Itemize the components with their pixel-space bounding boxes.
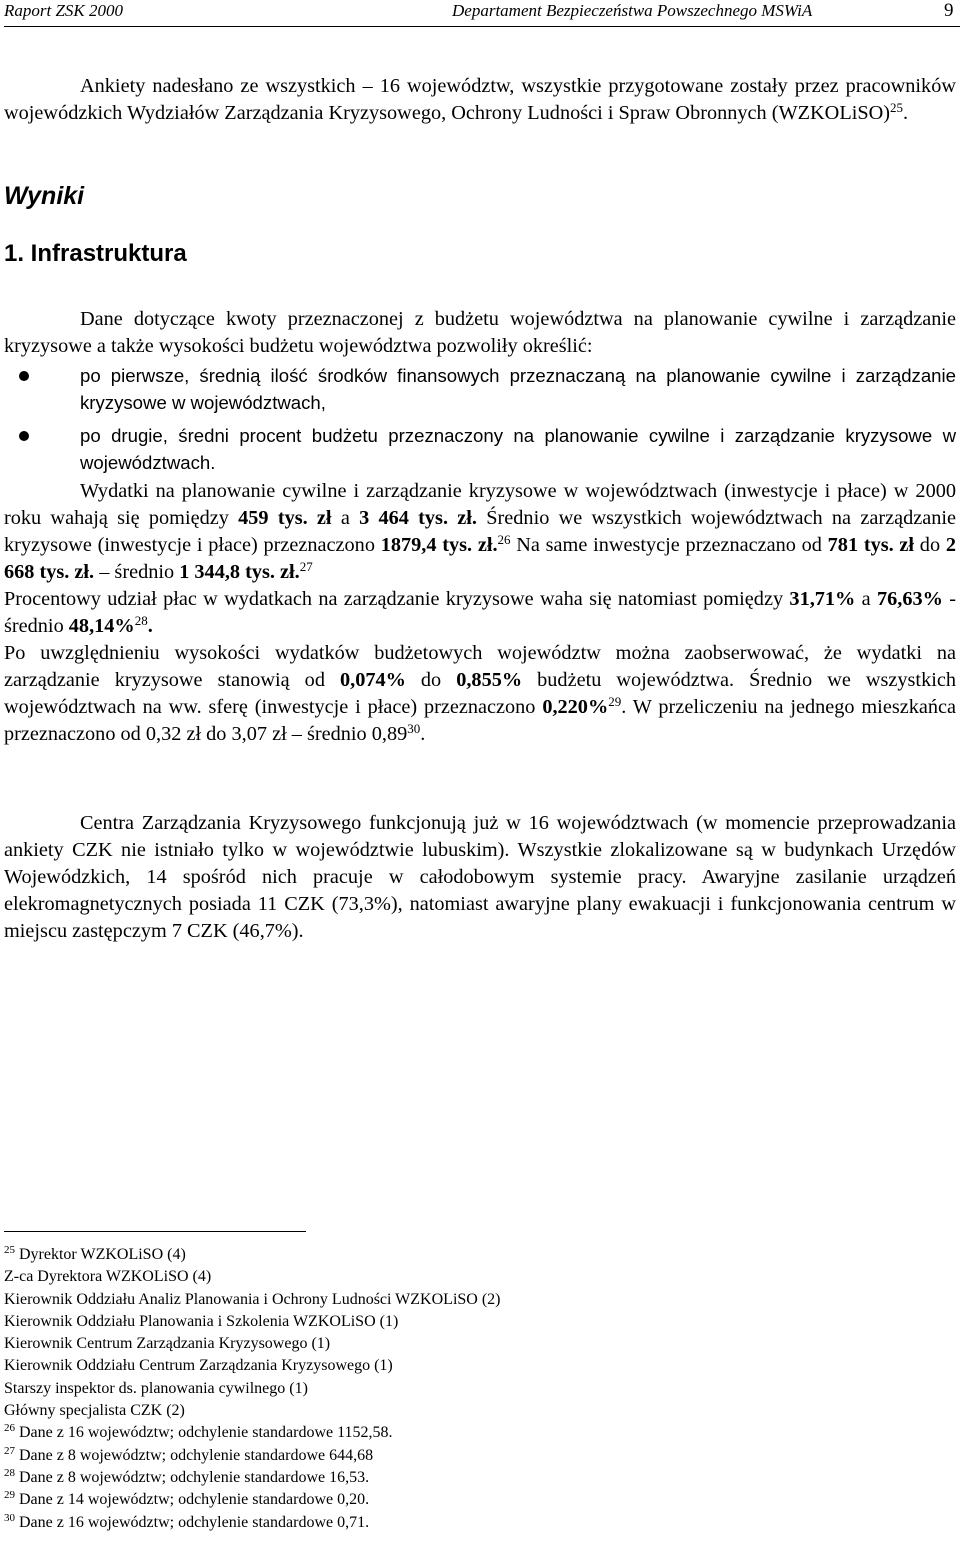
bold-value: 0,074% — [339, 669, 406, 691]
footnote-ref-29: 29 — [608, 694, 622, 709]
bold-value: 1 344,8 tys. zł. — [179, 561, 300, 583]
footnote-line: Dyrektor WZKOLiSO (4) — [19, 1246, 186, 1263]
paragraph-budget-intro — [4, 306, 956, 360]
bullet-list — [4, 362, 956, 482]
text-run: a — [855, 588, 877, 610]
footnote-26 — [4, 1422, 954, 1444]
footnote-28 — [4, 1467, 954, 1489]
bold-value: 2 668 tys. zł. — [4, 534, 956, 583]
footnote-27 — [4, 1445, 954, 1467]
intro-paragraph — [4, 73, 956, 127]
text-run: Średnio we wszystkich województwach na zarządzanie kryzysowe (inwestycje i płace) przeznaczono — [4, 507, 957, 556]
text-run: . — [147, 615, 153, 637]
footnote-text: Dane z 16 województw; odchylenie standardowe 0,71. — [19, 1513, 370, 1531]
bold-value: 0,220% — [542, 696, 609, 718]
text-run: do — [405, 669, 457, 691]
header-report-title: Raport ZSK 2000 — [4, 1, 124, 20]
header-rule — [4, 26, 960, 27]
list-item — [4, 422, 956, 476]
footnote-text: Dane z 14 województw; odchylenie standardowe 0,20. — [19, 1491, 370, 1509]
text-run: Po uwzględnieniu wysokości wydatków budżetowych województw można zaobserwować, że wydatki na zarządzanie kryzysowe stanowią od — [4, 642, 956, 691]
footnote-number: 30 — [4, 1511, 15, 1524]
footnote-ref-27: 27 — [299, 559, 313, 574]
bold-value: 48,14% — [68, 615, 135, 637]
bullet-text: po pierwsze, średnią ilość środków finansowych przeznaczaną na planowanie cywilne i zarządzanie kryzysowe w województwach, — [80, 365, 956, 413]
footnote-line: Starszy inspektor ds. planowania cywilnego (1) — [4, 1379, 308, 1397]
footnote-line: Kierownik Oddziału Centrum Zarządzania Kryzysowego (1) — [4, 1357, 393, 1375]
bold-value: 1879,4 tys. zł. — [380, 534, 498, 556]
header-department: Departament Bezpieczeństwa Powszechnego MSWiA — [452, 1, 813, 20]
footnote-ref-30: 30 — [407, 721, 421, 736]
section-heading-wyniki: Wyniki — [4, 182, 85, 210]
footnote-ref-28: 28 — [134, 613, 148, 628]
footnotes — [4, 1244, 954, 1534]
footnote-number: 25 — [4, 1244, 15, 1256]
text-run: budżetu województwa. Średnio we wszystkich województwach na ww. sferę (inwestycje i płace) przeznaczono — [4, 669, 956, 718]
bold-value: 459 tys. zł — [238, 507, 332, 529]
footnote-29 — [4, 1489, 954, 1511]
text-run: . — [420, 723, 426, 745]
footnote-line: Kierownik Oddziału Planowania i Szkolenia WZKOLiSO (1) — [4, 1312, 399, 1330]
footnote-ref-25: 25 — [890, 100, 904, 115]
text-run: - średnio — [4, 588, 956, 637]
text-run: Procentowy udział płac w wydatkach na zarządzanie kryzysowe waha się natomiast pomiędzy — [4, 588, 790, 610]
bold-value: 76,63% — [877, 588, 943, 610]
intro-end: . — [903, 102, 909, 124]
footnote-25 — [4, 1244, 954, 1266]
bold-value: 31,71% — [789, 588, 856, 610]
bold-value: 781 tys. zł — [827, 534, 915, 556]
bullet-dot-icon — [19, 371, 29, 381]
text-run: Wydatki na planowanie cywilne i zarządzanie kryzysowe w województwach (inwestycje i płace) w 2000 roku wahają się pomiędzy — [4, 480, 956, 529]
footnote-30 — [4, 1512, 954, 1534]
footnote-text: Dane z 16 województw; odchylenie standardowe 1152,58. — [19, 1424, 393, 1442]
bullet-text: po drugie, średni procent budżetu przeznaczony na planowanie cywilne i zarządzanie kryzysowe w województwach. — [80, 425, 956, 473]
paragraph-expenses — [4, 478, 956, 748]
footnote-number: 29 — [4, 1489, 15, 1502]
footnote-line: Kierownik Oddziału Analiz Planowania i Ochrony Ludności WZKOLiSO (2) — [4, 1290, 501, 1308]
list-item — [4, 362, 956, 416]
text-run: Na same inwestycje przeznaczano od — [510, 534, 828, 556]
footnote-text: Dane z 8 województw; odchylenie standardowe 644,68 — [19, 1446, 374, 1464]
footnote-line: Główny specjalista CZK (2) — [4, 1402, 185, 1420]
paragraph-budget-intro-text: Dane dotyczące kwoty przeznaczonej z budżetu województwa na planowanie cywilne i zarządzanie kryzysowe a także wysokości budżetu województwa pozwoliły określić: — [4, 308, 956, 357]
section-heading-infrastruktura: 1. Infrastruktura — [4, 240, 187, 267]
footnote-number: 28 — [4, 1466, 15, 1479]
text-run: do — [914, 534, 946, 556]
page-number: 9 — [944, 0, 954, 21]
footnote-separator — [4, 1231, 306, 1232]
footnote-line: Kierownik Centrum Zarządzania Kryzysowego (1) — [4, 1335, 331, 1353]
bold-value: 3 464 tys. zł. — [359, 507, 477, 529]
footnote-number: 27 — [4, 1444, 15, 1457]
bold-value: 0,855% — [456, 669, 523, 691]
bullet-dot-icon — [19, 431, 29, 441]
footnote-ref-26: 26 — [497, 532, 511, 547]
footnote-number: 26 — [4, 1422, 15, 1435]
paragraph-czk-text: Centra Zarządzania Kryzysowego funkcjonują już w 16 województwach (w momencie przeprowadzania ankiety CZK nie istniało tylko w województwie lubuskim). Wszystkie zlokalizowane są w budynkach Urzędów Wojewódzkich, 14 spośród nich pracuje w całodobowym systemie pracy. Awaryjne zasilanie urządzeń elekromagnetycznych posiada 11 CZK (73,3%), natomiast awaryjne plany ewakuacji i funkcjonowania centrum w miejscu zastępczym 7 CZK (46,7%). — [4, 812, 956, 942]
intro-text: Ankiety nadesłano ze wszystkich – 16 województw, wszystkie przygotowane zostały przez pracowników wojewódzkich Wydziałów Zarządzania Kryzysowego, Ochrony Ludności i Spraw Obronnych (WZKOLiSO) — [4, 75, 956, 124]
text-run: a — [331, 507, 360, 529]
text-run: – średnio — [94, 561, 180, 583]
text-run: . W przeliczeniu na jednego mieszkańca przeznaczono od 0,32 zł do 3,07 zł – średnio 0,89 — [4, 696, 956, 745]
footnote-line: Z-ca Dyrektora WZKOLiSO (4) — [4, 1268, 212, 1286]
footnote-text: Dane z 8 województw; odchylenie standardowe 16,53. — [19, 1468, 370, 1486]
paragraph-czk — [4, 810, 956, 945]
